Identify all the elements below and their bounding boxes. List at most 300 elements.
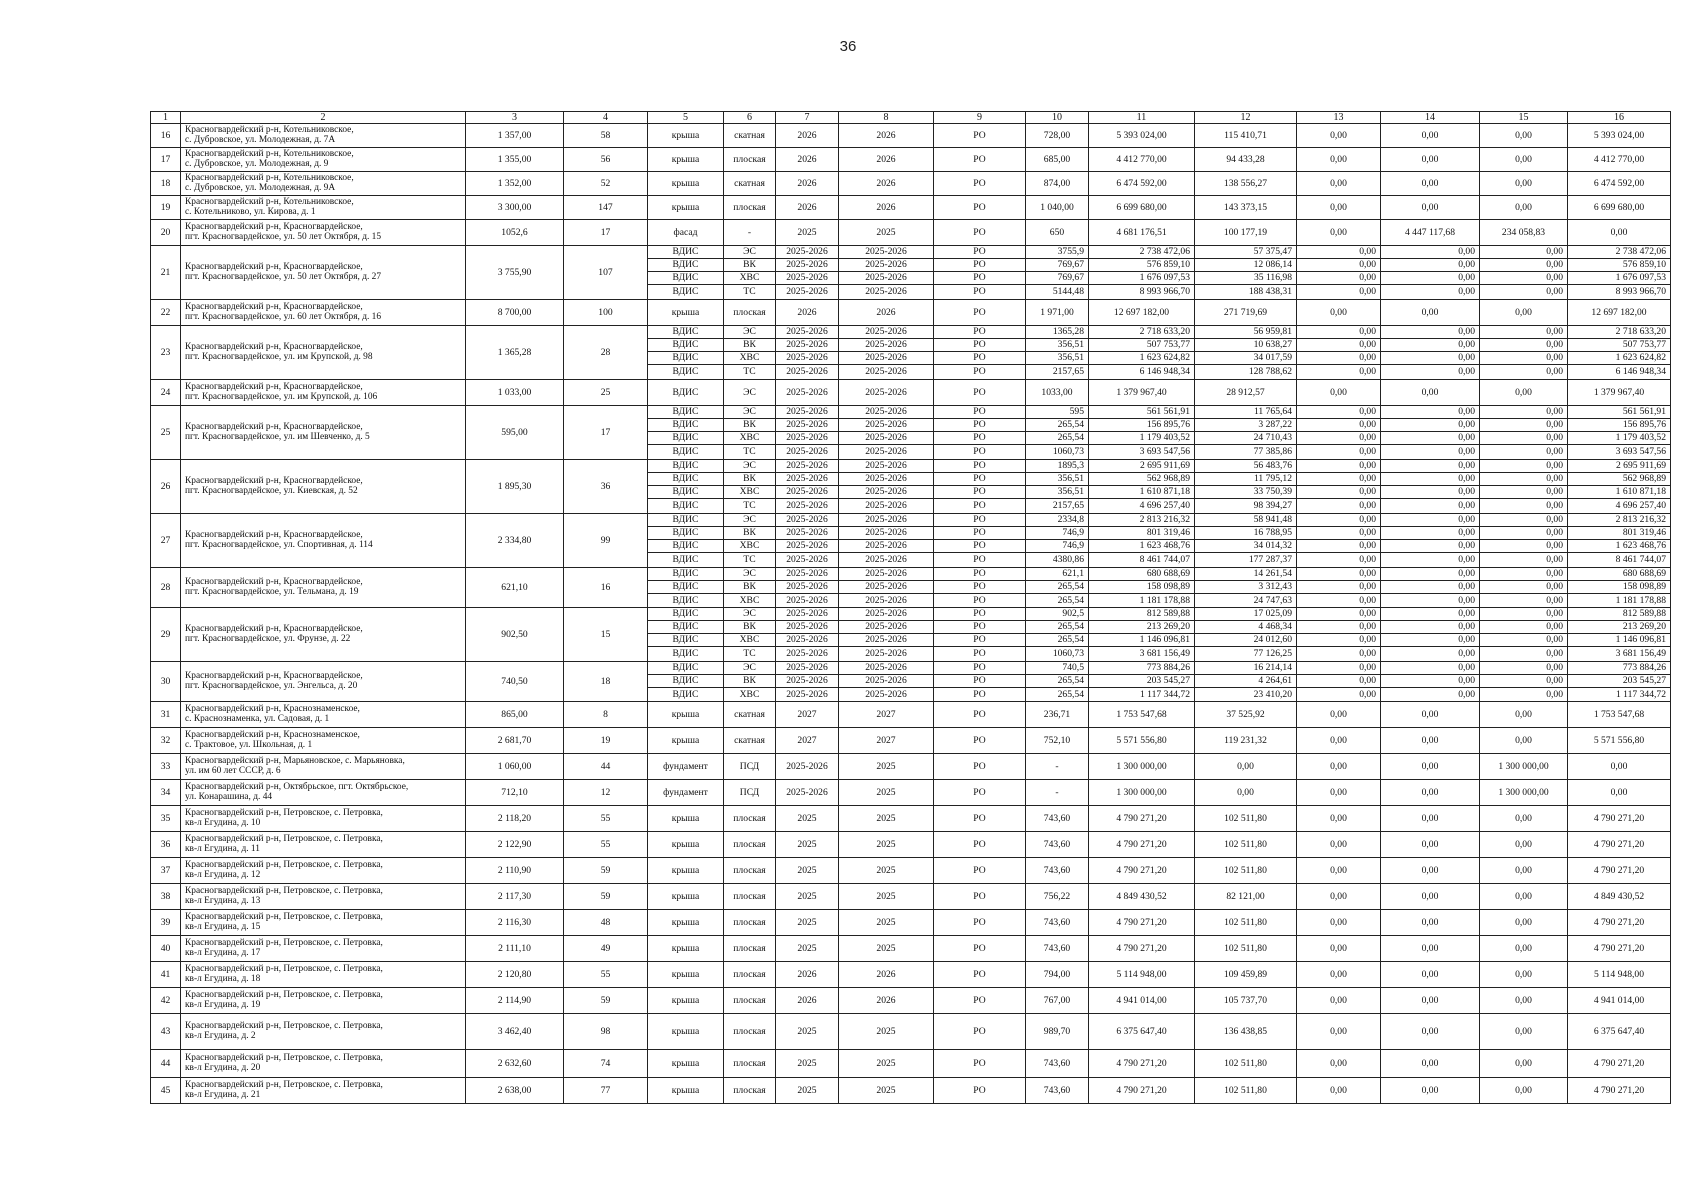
- unit-cost: 34 017,59: [1195, 352, 1297, 365]
- fund-federal: 0,00: [1297, 272, 1381, 285]
- plan-year: 2026: [839, 300, 934, 326]
- fund-owners: 801 319,46: [1568, 527, 1671, 540]
- work-type: ВДИС: [648, 406, 724, 419]
- row-number: 31: [151, 702, 181, 728]
- work-volume: 728,00: [1026, 124, 1089, 148]
- plan-year: 2025: [839, 936, 934, 962]
- row-number: 21: [151, 246, 181, 300]
- unit-cost: 16 788,95: [1195, 527, 1297, 540]
- address-line: Красногвардейский р-н, Петровское, с. Петровка,: [185, 911, 383, 922]
- address-line: Красногвардейский р-н, Петровское, с. Петровка,: [185, 989, 383, 1000]
- work-type: ВДИС: [648, 259, 724, 272]
- address-line: Красногвардейский р-н, Красногвардейское,: [185, 341, 363, 352]
- work-subtype: ПСД: [724, 754, 776, 780]
- address-line: Красногвардейский р-н, Петровское, с. Петровка,: [185, 937, 383, 948]
- fund-regional: 0,00: [1381, 365, 1480, 380]
- plan-period: 2025: [776, 1078, 839, 1104]
- customer: РО: [934, 527, 1026, 540]
- fund-regional: 0,00: [1381, 910, 1480, 936]
- work-subtype: скатная: [724, 172, 776, 196]
- customer: РО: [934, 884, 1026, 910]
- work-type: крыша: [648, 300, 724, 326]
- work-subtype: ТС: [724, 647, 776, 662]
- fund-federal: 0,00: [1297, 352, 1381, 365]
- work-type: фундамент: [648, 754, 724, 780]
- plan-year: 2025: [839, 1078, 934, 1104]
- fund-federal: 0,00: [1297, 220, 1381, 246]
- unit-cost: 102 511,80: [1195, 910, 1297, 936]
- customer: РО: [934, 910, 1026, 936]
- customer: РО: [934, 196, 1026, 220]
- plan-year: 2025-2026: [839, 406, 934, 419]
- row-number: 18: [151, 172, 181, 196]
- total-area: 712,10: [466, 780, 564, 806]
- fund-local: 0,00: [1480, 608, 1568, 621]
- fund-local: 0,00: [1480, 884, 1568, 910]
- table-row: [151, 832, 1671, 858]
- work-subtype: ХВС: [724, 272, 776, 285]
- fund-local: 0,00: [1480, 581, 1568, 594]
- total-cost: 156 895,76: [1089, 419, 1195, 432]
- total-cost: 1 300 000,00: [1089, 754, 1195, 780]
- fund-regional: 0,00: [1381, 352, 1480, 365]
- work-volume: 767,00: [1026, 988, 1089, 1014]
- residents-count: 100: [564, 300, 648, 326]
- unit-cost: 11 795,12: [1195, 473, 1297, 486]
- work-subtype: скатная: [724, 702, 776, 728]
- fund-owners: 4 790 271,20: [1568, 1050, 1671, 1078]
- plan-period: 2025: [776, 806, 839, 832]
- fund-owners: 1 146 096,81: [1568, 634, 1671, 647]
- work-type: фундамент: [648, 780, 724, 806]
- fund-regional: 0,00: [1381, 608, 1480, 621]
- customer: РО: [934, 1014, 1026, 1050]
- fund-regional: 0,00: [1381, 553, 1480, 568]
- table-row: [151, 460, 1671, 473]
- table-row: [151, 326, 1671, 339]
- fund-owners: 812 589,88: [1568, 608, 1671, 621]
- customer: РО: [934, 594, 1026, 608]
- work-subtype: ТС: [724, 365, 776, 380]
- work-subtype: ХВС: [724, 352, 776, 365]
- residents-count: 77: [564, 1078, 648, 1104]
- fund-owners: 561 561,91: [1568, 406, 1671, 419]
- address-cell: [181, 1050, 466, 1078]
- total-cost: 5 114 948,00: [1089, 962, 1195, 988]
- fund-owners: 2 695 911,69: [1568, 460, 1671, 473]
- total-area: 1 033,00: [466, 380, 564, 406]
- work-volume: 989,70: [1026, 1014, 1089, 1050]
- unit-cost: 10 638,27: [1195, 339, 1297, 352]
- customer: РО: [934, 702, 1026, 728]
- work-volume: 746,9: [1026, 540, 1089, 553]
- customer: РО: [934, 445, 1026, 460]
- address-cell: [181, 1014, 466, 1050]
- plan-year: 2025-2026: [839, 432, 934, 445]
- unit-cost: 138 556,27: [1195, 172, 1297, 196]
- total-cost: 203 545,27: [1089, 675, 1195, 688]
- total-area: 595,00: [466, 406, 564, 460]
- work-volume: 265,54: [1026, 419, 1089, 432]
- plan-period: 2025-2026: [776, 246, 839, 259]
- fund-local: 0,00: [1480, 124, 1568, 148]
- work-subtype: плоская: [724, 936, 776, 962]
- work-type: ВДИС: [648, 419, 724, 432]
- customer: РО: [934, 675, 1026, 688]
- work-subtype: ВК: [724, 581, 776, 594]
- table-row: [151, 1014, 1671, 1050]
- table-row: [151, 988, 1671, 1014]
- plan-year: 2025-2026: [839, 473, 934, 486]
- fund-federal: 0,00: [1297, 432, 1381, 445]
- fund-local: 0,00: [1480, 1014, 1568, 1050]
- unit-cost: 3 287,22: [1195, 419, 1297, 432]
- work-subtype: ХВС: [724, 594, 776, 608]
- customer: РО: [934, 858, 1026, 884]
- customer: РО: [934, 272, 1026, 285]
- address-line: Красногвардейский р-н, Красногвардейское,: [185, 301, 363, 312]
- work-volume: 265,54: [1026, 634, 1089, 647]
- address-line: Красногвардейский р-н, Красногвардейское,: [185, 421, 363, 432]
- unit-cost: 14 261,54: [1195, 568, 1297, 581]
- address-line: Красногвардейский р-н, Октябрьское, пгт. Октябрьское,: [185, 781, 409, 792]
- fund-regional: 0,00: [1381, 832, 1480, 858]
- work-subtype: ВК: [724, 473, 776, 486]
- fund-owners: 1 753 547,68: [1568, 702, 1671, 728]
- fund-regional: 0,00: [1381, 259, 1480, 272]
- customer: РО: [934, 832, 1026, 858]
- column-number-3: 3: [466, 112, 564, 124]
- plan-period: 2025: [776, 858, 839, 884]
- total-cost: 2 718 633,20: [1089, 326, 1195, 339]
- fund-local: 1 300 000,00: [1480, 780, 1568, 806]
- table-row: [151, 806, 1671, 832]
- fund-owners: 4 790 271,20: [1568, 1078, 1671, 1104]
- total-area: 740,50: [466, 662, 564, 702]
- fund-local: 1 300 000,00: [1480, 754, 1568, 780]
- work-volume: 1060,73: [1026, 445, 1089, 460]
- residents-count: 16: [564, 568, 648, 608]
- fund-regional: 0,00: [1381, 540, 1480, 553]
- fund-regional: 0,00: [1381, 326, 1480, 339]
- fund-local: 0,00: [1480, 246, 1568, 259]
- total-cost: 507 753,77: [1089, 339, 1195, 352]
- address-cell: [181, 460, 466, 514]
- fund-regional: 0,00: [1381, 936, 1480, 962]
- total-area: 2 110,90: [466, 858, 564, 884]
- work-subtype: ЭС: [724, 514, 776, 527]
- fund-federal: 0,00: [1297, 499, 1381, 514]
- unit-cost: 23 410,20: [1195, 688, 1297, 702]
- work-volume: 2157,65: [1026, 499, 1089, 514]
- unit-cost: 33 750,39: [1195, 486, 1297, 499]
- work-subtype: плоская: [724, 832, 776, 858]
- plan-year: 2025: [839, 1050, 934, 1078]
- address-line: Красногвардейский р-н, Красногвардейское,: [185, 221, 363, 232]
- fund-federal: 0,00: [1297, 728, 1381, 754]
- total-cost: 4 696 257,40: [1089, 499, 1195, 514]
- plan-period: 2025-2026: [776, 285, 839, 300]
- plan-period: 2025-2026: [776, 272, 839, 285]
- total-cost: 1 179 403,52: [1089, 432, 1195, 445]
- address-cell: [181, 910, 466, 936]
- fund-federal: 0,00: [1297, 647, 1381, 662]
- fund-federal: 0,00: [1297, 419, 1381, 432]
- fund-local: 0,00: [1480, 326, 1568, 339]
- fund-owners: 5 571 556,80: [1568, 728, 1671, 754]
- fund-federal: 0,00: [1297, 662, 1381, 675]
- plan-period: 2025-2026: [776, 527, 839, 540]
- total-cost: 801 319,46: [1089, 527, 1195, 540]
- total-cost: 1 300 000,00: [1089, 780, 1195, 806]
- fund-federal: 0,00: [1297, 540, 1381, 553]
- fund-owners: 4 849 430,52: [1568, 884, 1671, 910]
- customer: РО: [934, 514, 1026, 527]
- fund-local: 0,00: [1480, 662, 1568, 675]
- work-type: фасад: [648, 220, 724, 246]
- customer: РО: [934, 728, 1026, 754]
- fund-regional: 0,00: [1381, 754, 1480, 780]
- fund-owners: 507 753,77: [1568, 339, 1671, 352]
- residents-count: 59: [564, 884, 648, 910]
- address-cell: [181, 172, 466, 196]
- customer: РО: [934, 988, 1026, 1014]
- fund-regional: 0,00: [1381, 148, 1480, 172]
- address-line: пгт. Красногвардейское, ул. 60 лет Октября, д. 16: [185, 311, 382, 322]
- fund-owners: 213 269,20: [1568, 621, 1671, 634]
- address-line: Красногвардейский р-н, Красногвардейское,: [185, 576, 363, 587]
- total-area: 1 357,00: [466, 124, 564, 148]
- fund-regional: 0,00: [1381, 581, 1480, 594]
- total-area: 2 638,00: [466, 1078, 564, 1104]
- fund-regional: 0,00: [1381, 1050, 1480, 1078]
- customer: РО: [934, 581, 1026, 594]
- total-cost: 1 117 344,72: [1089, 688, 1195, 702]
- work-volume: 356,51: [1026, 339, 1089, 352]
- total-cost: 4 412 770,00: [1089, 148, 1195, 172]
- work-type: ВДИС: [648, 445, 724, 460]
- work-subtype: ВК: [724, 339, 776, 352]
- fund-owners: 156 895,76: [1568, 419, 1671, 432]
- plan-year: 2025: [839, 806, 934, 832]
- address-line: Красногвардейский р-н, Красногвардейское,: [185, 623, 363, 634]
- total-cost: 12 697 182,00: [1089, 300, 1195, 326]
- fund-regional: 0,00: [1381, 300, 1480, 326]
- fund-federal: 0,00: [1297, 1014, 1381, 1050]
- work-type: ВДИС: [648, 662, 724, 675]
- table-row: [151, 936, 1671, 962]
- table-row: [151, 514, 1671, 527]
- table-row: [151, 124, 1671, 148]
- plan-period: 2025: [776, 884, 839, 910]
- residents-count: 59: [564, 988, 648, 1014]
- work-volume: 236,71: [1026, 702, 1089, 728]
- plan-period: 2025-2026: [776, 486, 839, 499]
- residents-count: 8: [564, 702, 648, 728]
- plan-period: 2025: [776, 910, 839, 936]
- fund-regional: 0,00: [1381, 486, 1480, 499]
- fund-federal: 0,00: [1297, 688, 1381, 702]
- table-row: [151, 568, 1671, 581]
- customer: РО: [934, 499, 1026, 514]
- total-cost: 1 146 096,81: [1089, 634, 1195, 647]
- address-line: пгт. Красногвардейское, ул. Спортивная, д. 114: [185, 539, 373, 550]
- row-number: 42: [151, 988, 181, 1014]
- work-volume: 685,00: [1026, 148, 1089, 172]
- unit-cost: 35 116,98: [1195, 272, 1297, 285]
- plan-year: 2026: [839, 148, 934, 172]
- residents-count: 36: [564, 460, 648, 514]
- plan-period: 2026: [776, 124, 839, 148]
- work-volume: 902,5: [1026, 608, 1089, 621]
- total-cost: 1 610 871,18: [1089, 486, 1195, 499]
- address-line: Красногвардейский р-н, Красногвардейское,: [185, 529, 363, 540]
- plan-year: 2025: [839, 220, 934, 246]
- address-cell: [181, 806, 466, 832]
- work-subtype: плоская: [724, 1050, 776, 1078]
- work-volume: 743,60: [1026, 910, 1089, 936]
- work-subtype: плоская: [724, 858, 776, 884]
- plan-year: 2025: [839, 858, 934, 884]
- address-line: пгт. Красногвардейское, ул. 50 лет Октября, д. 15: [185, 231, 382, 242]
- fund-regional: 4 447 117,68: [1381, 220, 1480, 246]
- plan-period: 2025-2026: [776, 326, 839, 339]
- total-cost: 4 681 176,51: [1089, 220, 1195, 246]
- unit-cost: 102 511,80: [1195, 1050, 1297, 1078]
- address-line: пгт. Красногвардейское, ул. Фрунзе, д. 22: [185, 633, 351, 644]
- fund-federal: 0,00: [1297, 486, 1381, 499]
- work-type: ВДИС: [648, 499, 724, 514]
- total-cost: 2 813 216,32: [1089, 514, 1195, 527]
- work-type: крыша: [648, 910, 724, 936]
- fund-regional: 0,00: [1381, 445, 1480, 460]
- column-number-14: 14: [1381, 112, 1480, 124]
- customer: РО: [934, 300, 1026, 326]
- fund-federal: 0,00: [1297, 780, 1381, 806]
- total-area: 3 462,40: [466, 1014, 564, 1050]
- total-cost: 576 859,10: [1089, 259, 1195, 272]
- residents-count: 98: [564, 1014, 648, 1050]
- address-line: Красногвардейский р-н, Петровское, с. Петровка,: [185, 1079, 383, 1090]
- address-line: с. Дубровское, ул. Молодежная, д. 7А: [185, 134, 336, 145]
- unit-cost: 143 373,15: [1195, 196, 1297, 220]
- work-volume: 769,67: [1026, 259, 1089, 272]
- fund-owners: 1 181 178,88: [1568, 594, 1671, 608]
- fund-regional: 0,00: [1381, 196, 1480, 220]
- work-type: крыша: [648, 832, 724, 858]
- fund-owners: 158 098,89: [1568, 581, 1671, 594]
- work-type: ВДИС: [648, 568, 724, 581]
- work-type: крыша: [648, 124, 724, 148]
- plan-year: 2025-2026: [839, 419, 934, 432]
- total-cost: 6 146 948,34: [1089, 365, 1195, 380]
- plan-year: 2025-2026: [839, 647, 934, 662]
- plan-year: 2025: [839, 884, 934, 910]
- fund-regional: 0,00: [1381, 688, 1480, 702]
- address-line: пгт. Красногвардейское, ул. 50 лет Октября, д. 27: [185, 271, 382, 282]
- work-subtype: ВК: [724, 621, 776, 634]
- plan-year: 2025-2026: [839, 608, 934, 621]
- customer: РО: [934, 148, 1026, 172]
- address-line: Красногвардейский р-н, Петровское, с. Петровка,: [185, 963, 383, 974]
- unit-cost: 177 287,37: [1195, 553, 1297, 568]
- customer: РО: [934, 962, 1026, 988]
- address-line: пгт. Красногвардейское, ул. им Крупской, д. 106: [185, 391, 378, 402]
- fund-owners: 4 790 271,20: [1568, 858, 1671, 884]
- address-line: пгт. Красногвардейское, ул. Киевская, д. 52: [185, 485, 358, 496]
- fund-local: 0,00: [1480, 352, 1568, 365]
- fund-local: 0,00: [1480, 962, 1568, 988]
- plan-period: 2025-2026: [776, 754, 839, 780]
- plan-year: 2025-2026: [839, 662, 934, 675]
- address-line: Красногвардейский р-н, Красногвардейское,: [185, 261, 363, 272]
- fund-federal: 0,00: [1297, 473, 1381, 486]
- work-type: крыша: [648, 1078, 724, 1104]
- plan-year: 2025-2026: [839, 486, 934, 499]
- address-line: кв-л Егудина, д. 10: [185, 817, 261, 828]
- fund-owners: 1 379 967,40: [1568, 380, 1671, 406]
- total-cost: 4 790 271,20: [1089, 910, 1195, 936]
- fund-owners: 680 688,69: [1568, 568, 1671, 581]
- total-cost: 8 461 744,07: [1089, 553, 1195, 568]
- work-subtype: ТС: [724, 553, 776, 568]
- work-subtype: плоская: [724, 196, 776, 220]
- address-line: ул. им 60 лет СССР, д. 6: [185, 765, 281, 776]
- fund-regional: 0,00: [1381, 806, 1480, 832]
- fund-local: 0,00: [1480, 499, 1568, 514]
- column-number-10: 10: [1026, 112, 1089, 124]
- residents-count: 25: [564, 380, 648, 406]
- plan-period: 2025-2026: [776, 259, 839, 272]
- total-cost: 4 849 430,52: [1089, 884, 1195, 910]
- work-volume: 746,9: [1026, 527, 1089, 540]
- fund-federal: 0,00: [1297, 553, 1381, 568]
- work-type: крыша: [648, 172, 724, 196]
- address-cell: [181, 148, 466, 172]
- plan-year: 2025-2026: [839, 339, 934, 352]
- work-type: крыша: [648, 858, 724, 884]
- work-volume: 356,51: [1026, 473, 1089, 486]
- work-volume: 265,54: [1026, 688, 1089, 702]
- customer: РО: [934, 634, 1026, 647]
- plan-period: 2026: [776, 196, 839, 220]
- row-number: 45: [151, 1078, 181, 1104]
- plan-period: 2025-2026: [776, 406, 839, 419]
- table-row: [151, 300, 1671, 326]
- table-row: [151, 780, 1671, 806]
- total-area: 1052,6: [466, 220, 564, 246]
- unit-cost: 57 375,47: [1195, 246, 1297, 259]
- address-line: кв-л Егудина, д. 11: [185, 843, 260, 854]
- table-row: [151, 962, 1671, 988]
- column-number-11: 11: [1089, 112, 1195, 124]
- unit-cost: 115 410,71: [1195, 124, 1297, 148]
- total-cost: 213 269,20: [1089, 621, 1195, 634]
- total-area: 2 117,30: [466, 884, 564, 910]
- customer: РО: [934, 936, 1026, 962]
- plan-year: 2026: [839, 124, 934, 148]
- work-volume: 265,54: [1026, 675, 1089, 688]
- fund-federal: 0,00: [1297, 148, 1381, 172]
- total-area: 621,10: [466, 568, 564, 608]
- address-cell: [181, 568, 466, 608]
- total-area: 2 111,10: [466, 936, 564, 962]
- unit-cost: 28 912,57: [1195, 380, 1297, 406]
- fund-federal: 0,00: [1297, 460, 1381, 473]
- address-line: кв-л Егудина, д. 17: [185, 947, 261, 958]
- work-subtype: ХВС: [724, 634, 776, 647]
- address-cell: [181, 832, 466, 858]
